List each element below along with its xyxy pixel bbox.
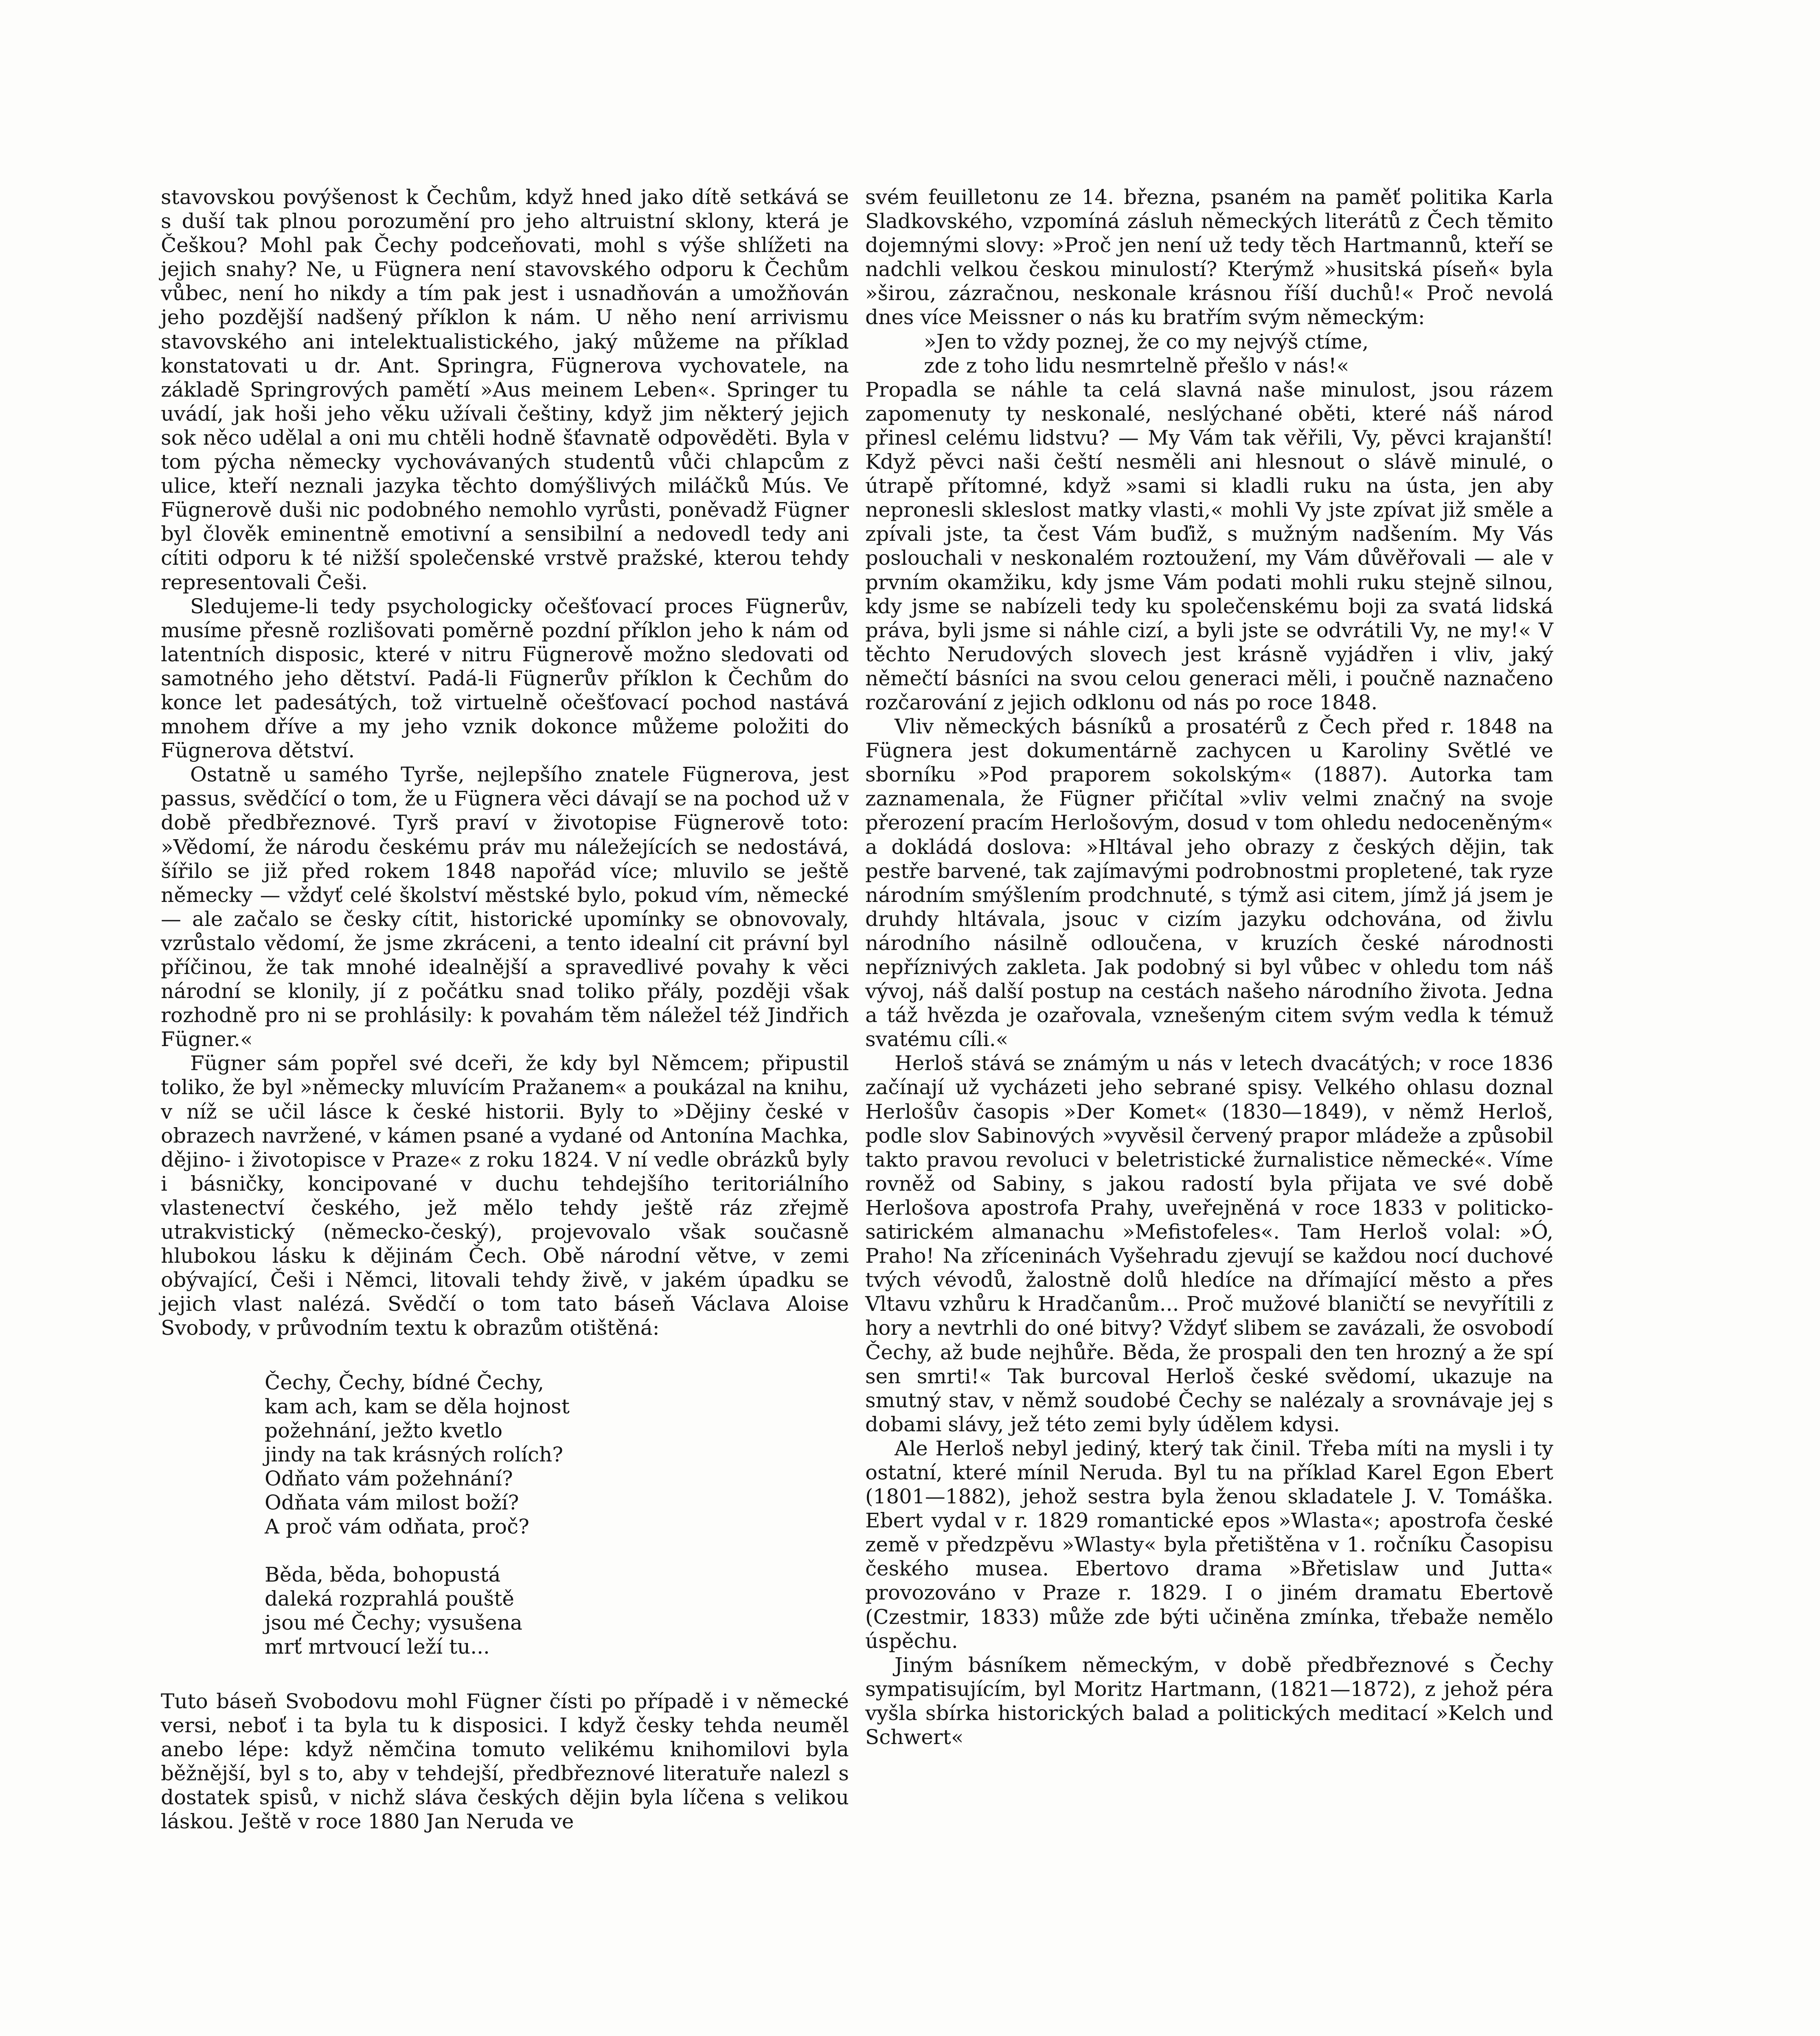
meissner-quote	[865, 330, 1553, 378]
poem-line: jsou mé Čechy; vysušena	[265, 1611, 522, 1635]
left-column	[161, 185, 849, 1834]
poem-line: Čechy, Čechy, bídné Čechy,	[265, 1370, 544, 1394]
left-paragraph-3: Ostatně u samého Tyrše, nejlepšího znatele Fügnerova, jest passus, svědčící o tom, že u Fügnera věci dávají se na pochod už v době předbřeznové. Tyrš praví v životopise Fügnerově toto: »Vědomí, že národu českému práv mu náležejících se nedostává, šířilo se již před rokem 1848 napořád více; mluvilo se ještě německy — vždyť celé školství městské bylo, pokud vím, německé — ale začalo se česky cítit, historické upomínky se obnovovaly, vzrůstalo vědomí, že jsme zkráceni, a tento idealní cit právní byl příčinou, že tak mnohé idealnější a spravedlivé povahy k věci národní se klonily, jí z počátku snad toliko přály, později však rozhodně pro ni se prohlásily: k povahám těm náležel též Jindřich Fügner.«	[161, 763, 849, 1051]
right-paragraph-5: Ale Herloš nebyl jediný, který tak činil. Třeba míti na mysli i ty ostatní, které mínil Neruda. Byl tu na příklad Karel Egon Ebert (1801—1882), jehož sestra byla ženou skladatele J. V. Tomáška. Ebert vydal v r. 1829 romantické epos »Wlasta«; apostrofa české země v předzpěvu »Wlasty« byla přetištěna v 1. ročníku Časopisu českého musea. Ebertovo drama »Břetislaw und Jutta« provozováno v Praze r. 1829. I o jiném dramatu Ebertově (Czestmir, 1833) může zde býti učiněna zmínka, třebaže nemělo úspěchu.	[865, 1436, 1553, 1653]
poem-line: Odňata vám milost boží?	[265, 1490, 519, 1514]
poem-line: kam ach, kam se děla hojnost	[265, 1394, 570, 1418]
poem-line: mrť mrtvoucí leží tu...	[265, 1635, 490, 1659]
poem-stanza-1	[265, 1371, 849, 1539]
left-paragraph-1: stavovskou povýšenost k Čechům, když hned jako dítě setkává se s duší tak plnou porozumění pro jeho altruistní sklony, která je Češkou? Mohl pak Čechy podceňovati, mohl s výše shlížeti na jejich snahy? Ne, u Fügnera není stavovského odporu k Čechům vůbec, není ho nikdy a tím pak jest i usnadňován a umožňován jeho pozdější nadšený příklon k nám. U něho není arrivismu stavovského ani intelektualistického, jaký můžeme na příklad konstatovati u dr. Ant. Springra, Fügnerova vychovatele, na základě Springrových pamětí »Aus meinem Leben«. Springer tu uvádí, jak hoši jeho věku užívali češtiny, když jim některý jejich sok něco udělal a oni mu chtěli hodně šťavnatě odpověděti. Byla v tom pýcha německy vychovávaných studentů vůči chlapcům z ulice, kteří neznali jazyka těchto domýšlivých miláčků Mús. Ve Fügnerově duši nic podobného nemohlo vyrůsti, poněvadž Fügner byl člověk eminentně emotivní a sensibilní a nedovedl tedy ani cítiti odporu k té nižší společenské vrstvě pražské, kterou tehdy representovali Češi.	[161, 185, 849, 594]
right-column	[865, 185, 1553, 1749]
poem-line: Běda, běda, bohopustá	[265, 1563, 501, 1587]
right-paragraph-3: Vliv německých básníků a prosatérů z Čech před r. 1848 na Fügnera jest dokumentárně zachycen u Karoliny Světlé ve sborníku »Pod praporem sokolským« (1887). Autorka tam zaznamenala, že Fügner přičítal »vliv velmi značný na svoje přerození pracím Herlošovým, dosud v tom ohledu nedoceněným« a dokládá doslova: »Hltával jeho obrazy z českých dějin, tak pestře barvené, tak zajímavými podrobnostmi propletené, tak ryze národním smýšlením prodchnuté, s týmž asi citem, jímž já jsem je druhdy hltávala, jsouc v cizím jazyku odchována, od živlu národního násilně odloučena, v kruzích české národnosti nepříznivých zakleta. Jak podobný si byl vůbec v ohledu tom náš vývoj, náš další postup na cestách našeho národního života. Jedna a táž hvězda je ozařovala, vznešeným citem svým vedla k témuž svatému cíli.«	[865, 715, 1553, 1051]
right-paragraph-2: Propadla se náhle ta celá slavná naše minulost, jsou rázem zapomenuty ty neskonalé, neslýchané oběti, které náš národ přinesl celému lidstvu? — My Vám tak věřili, Vy, pěvci krajanští! Když pěvci naši čeští nesměli ani hlesnout o slávě minulé, o útrapě přítomné, když »sami si kladli ruku na ústa, jen aby nepronesli skleslost matky vlasti,« mohli Vy jste zpívat již směle a zpívali jste, ta čest Vám buďiž, s mužným nadšením. My Vás poslouchali v neskonalém roztoužení, my Vám důvěřovali — ale v prvním okamžiku, kdy jsme Vám podati mohli ruku stejně silnou, kdy jsme se nabízeli tedy ku společenskému boji za svatá lidská práva, byli jsme si náhle cizí, a byli jste se odvrátili Vy, ne my!« V těchto Nerudových slovech jest krásně vyjádřen i vliv, jaký němečtí básníci na svou celou generaci měli, i poučně naznačeno rozčarování z jejich odklonu od nás po roce 1848.	[865, 377, 1553, 714]
left-paragraph-4: Fügner sám popřel své dceři, že kdy byl Němcem; připustil toliko, že byl »německy mluvícím Pražanem« a poukázal na knihu, v níž se učil lásce k české historii. Byly to »Dějiny české v obrazech navržené, v kámen psané a vydané od Antonína Machka, dějino- i životopisce v Praze« z roku 1824. V ní vedle obrázků byly i básničky, koncipované v duchu tehdejšího teritoriálního vlastenectví českého, jež mělo tehdy ještě ráz zřejmě utrakvistický (německo-český), projevovalo však současně hlubokou lásku k dějinám Čech. Obě národní větve, v zemi obývající, Češi i Němci, litovali tehdy živě, v jakém úpadku se jejich vlast nalézá. Svědčí o tom tato báseň Václava Aloise Svobody, v průvodním textu k obrazům otištěná:	[161, 1051, 849, 1340]
left-paragraph-2: Sledujeme-li tedy psychologicky očešťovací proces Fügnerův, musíme přesně rozlišovati poměrně pozdní příklon jeho k nám od latentních disposic, které v nitru Fügnerově možno sledovati od samotného jeho dětství. Padá-li Fügnerův příklon k Čechům do konce let padesátých, tož virtuelně očešťovací pochod nastává mnohem dříve a my jeho vznik dokonce můžeme položiti do Fügnerova dětství.	[161, 594, 849, 763]
right-paragraph-1: svém feuilletonu ze 14. března, psaném na paměť politika Karla Sladkovského, vzpomíná zásluh německých literátů z Čech těmito dojemnými slovy: »Proč jen není už tedy těch Hartmannů, kteří se nadchli velkou českou minulostí? Kterýmž »husitská píseň« byla »širou, zázračnou, neskonale krásnou říší duchů!« Proč nevolá dnes více Meissner o nás ku bratřím svým německým:	[865, 185, 1553, 329]
poem-line: Odňato vám požehnání?	[265, 1466, 513, 1490]
quote-line-2: zde z toho lidu nesmrtelně přešlo v nás!«	[924, 353, 1349, 377]
poem	[265, 1371, 849, 1659]
poem-stanza-2	[265, 1563, 849, 1659]
poem-line: jindy na tak krásných rolích?	[265, 1442, 564, 1466]
right-paragraph-6: Jiným básníkem německým, v době předbřeznové s Čechy sympatisujícím, byl Moritz Hartmann, (1821—1872), z jehož péra vyšla sbírka historických balad a politických meditací »Kelch und Schwert«	[865, 1653, 1553, 1749]
left-paragraph-after-poem: Tuto báseň Svobodovu mohl Fügner čísti po případě i v německé versi, neboť i ta byla tu k disposici. I když česky tehda neuměl anebo lépe: když němčina tomuto velikému knihomilovi byla běžnější, byl s to, aby v tehdejší, předbřeznové literatuře nalezl s dostatek spisů, v nichž sláva českých dějin byla líčena s velikou láskou. Ještě v roce 1880 Jan Neruda ve	[161, 1689, 849, 1833]
poem-line: A proč vám odňata, proč?	[265, 1515, 529, 1539]
poem-line: daleká rozprahlá pouště	[265, 1587, 515, 1611]
quote-line-1: »Jen to vždy poznej, že co my nejvýš ctíme,	[924, 329, 1369, 353]
poem-line: požehnání, ježto kvetlo	[265, 1418, 503, 1442]
right-paragraph-4: Herloš stává se známým u nás v letech dvacátých; v roce 1836 začínají už vycházeti jeho sebrané spisy. Velkého ohlasu doznal Herlošův časopis »Der Komet« (1830—1849), v němž Herloš, podle slov Sabinových »vyvěsil červený prapor mládeže a způsobil takto pravou revoluci v beletristické žurnalistice německé«. Víme rovněž od Sabiny, s jakou radostí byla přijata ve své době Herlošova apostrofa Prahy, uveřejněná v roce 1833 v politicko-satirickém almanachu »Mefistofeles«. Tam Herloš volal: »Ó, Praho! Na zříceninách Vyšehradu zjevují se každou nocí duchové tvých vévodů, žalostně dolů hledíce na dřímající město a přes Vltavu vzhůru k Hradčanům... Proč mužové blaničtí se nevyřítili z hory a nevtrhli do oné bitvy? Vždyť slibem se zavázali, že osvobodí Čechy, až bude nejhůře. Běda, že prospali den ten hrozný a že spí sen smrti!« Tak burcoval Herloš české svědomí, ukazuje na smutný stav, v němž soudobé Čechy se nalézaly a srovnávaje jej s dobami slávy, jež této zemi byly údělem kdysi.	[865, 1051, 1553, 1436]
